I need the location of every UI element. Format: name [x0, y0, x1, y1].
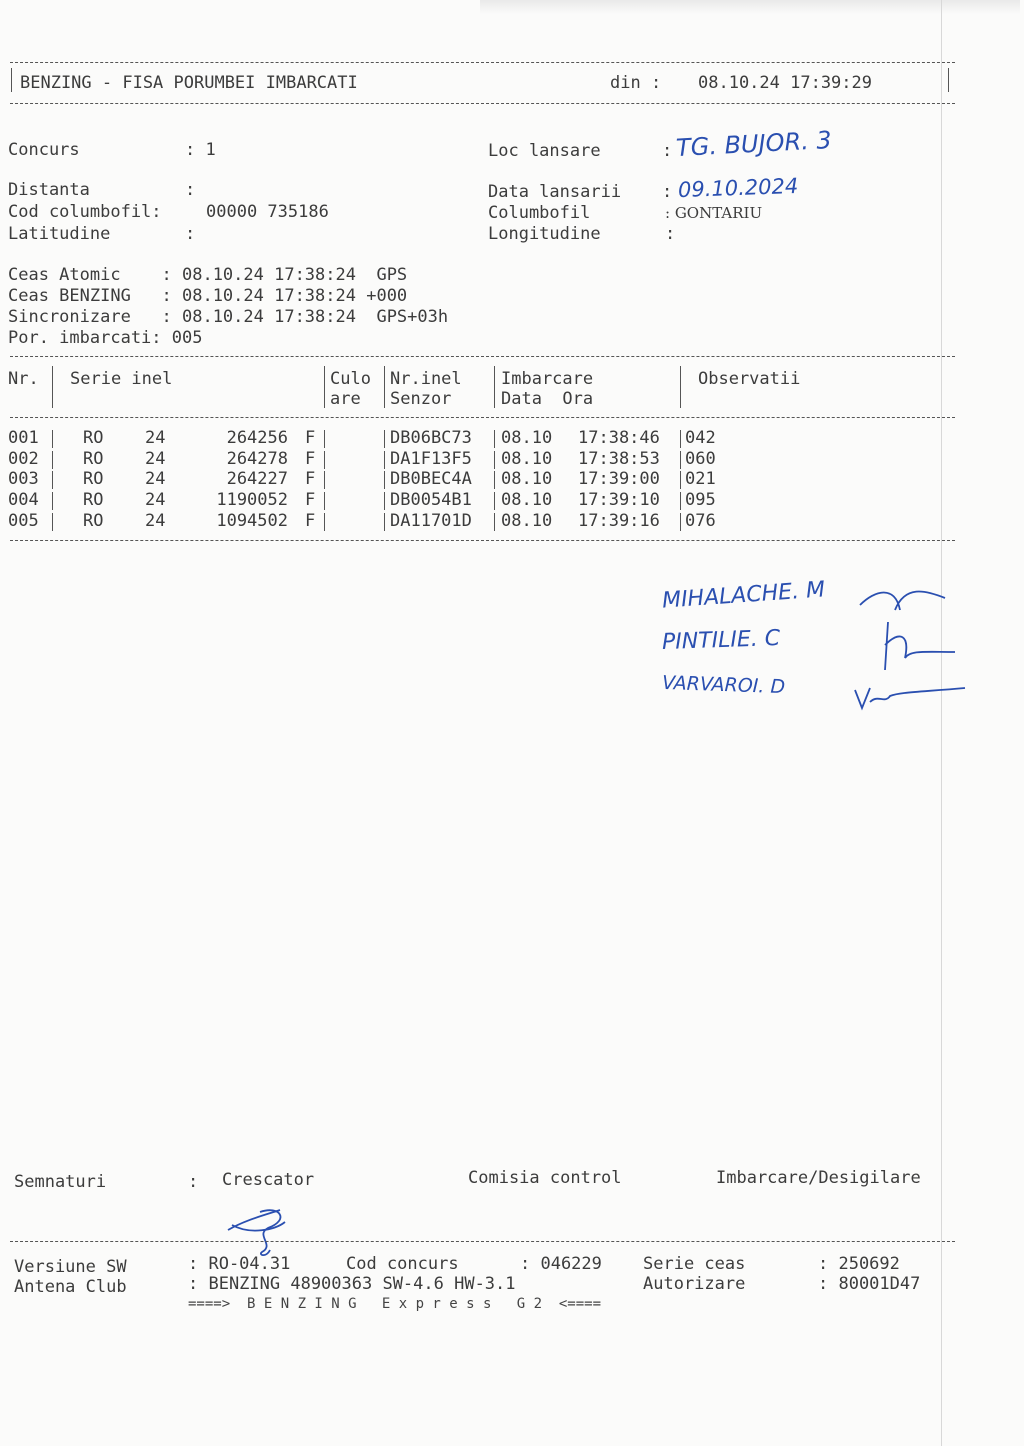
row-nr: 005	[8, 510, 39, 531]
din-label: din :	[610, 73, 662, 93]
data-lansarii-handwritten: 09.10.2024	[677, 173, 799, 203]
col-culo-header: Culo	[330, 369, 371, 389]
row-country: RO	[83, 469, 104, 490]
row-col-divider	[494, 451, 495, 469]
columbofil-label: Columbofil	[488, 203, 591, 223]
handwritten-signatures	[840, 580, 970, 730]
row-col-divider	[384, 513, 385, 531]
row-sex: F	[305, 510, 316, 531]
benzing-express-banner: ====> B E N Z I N G E x p r e s s G 2 <====	[188, 1296, 602, 1312]
row-col-divider	[52, 492, 53, 510]
row-col-divider	[680, 471, 681, 489]
crescator-signature	[220, 1200, 300, 1260]
row-date: 08.10	[501, 469, 553, 490]
row-sex: F	[305, 490, 316, 511]
row-time: 17:39:10	[578, 490, 660, 511]
row-year: 24	[145, 490, 166, 511]
row-col-divider	[324, 430, 325, 448]
versiune-sw-value: : RO-04.31	[188, 1254, 291, 1274]
row-col-divider	[680, 451, 681, 469]
row-observatii: 095	[685, 490, 716, 511]
serie-ceas-label: Serie ceas	[643, 1254, 746, 1274]
row-col-divider	[52, 513, 53, 531]
latitudine-label: Latitudine	[8, 224, 111, 244]
col-divider-4	[494, 366, 495, 408]
cod-columbofil-label: Cod columbofil:	[8, 202, 162, 222]
header-bottom-rule	[10, 103, 955, 104]
row-sex: F	[305, 428, 316, 448]
sincronizare-line: Sincronizare : 08.10.24 17:38:24 GPS+03h	[8, 307, 449, 327]
table-bottom-rule	[10, 540, 955, 541]
row-observatii: 076	[685, 510, 716, 531]
row-col-divider	[680, 492, 681, 510]
ceas-atomic-line: Ceas Atomic : 08.10.24 17:38:24 GPS	[8, 265, 408, 285]
row-col-divider	[324, 471, 325, 489]
row-sensor: DB06BC73	[390, 428, 472, 448]
longitudine-value: :	[665, 224, 676, 244]
loc-lansare-label: Loc lansare	[488, 141, 601, 161]
header-left-bar	[11, 68, 12, 92]
distanta-label: Distanta	[8, 180, 90, 200]
row-col-divider	[324, 451, 325, 469]
handwritten-name-1: MIHALACHE. M	[661, 577, 826, 614]
row-country: RO	[83, 510, 104, 531]
row-sensor: DA11701D	[390, 510, 472, 531]
row-col-divider	[494, 430, 495, 448]
handwritten-name-3: VARVAROI. D	[661, 671, 786, 699]
row-ring-number: 264227	[226, 469, 288, 490]
row-year: 24	[145, 428, 166, 448]
handwritten-name-2: PINTILIE. C	[661, 625, 781, 656]
header-top-rule	[10, 62, 955, 63]
row-ring-number: 264256	[226, 428, 288, 448]
row-date: 08.10	[501, 490, 553, 511]
serie-ceas-value: : 250692	[818, 1254, 900, 1274]
cod-concurs-value: : 046229	[520, 1254, 602, 1274]
document-title: BENZING - FISA PORUMBEI IMBARCATI	[20, 73, 358, 93]
row-year: 24	[145, 510, 166, 531]
ceas-benzing-line: Ceas BENZING : 08.10.24 17:38:24 +000	[8, 286, 408, 306]
scan-top-shadow	[480, 0, 1020, 14]
comisia-control-label: Comisia control	[468, 1168, 622, 1188]
col-divider-5	[680, 366, 681, 408]
cod-concurs-label: Cod concurs	[346, 1254, 459, 1274]
row-country: RO	[83, 490, 104, 511]
din-value: 08.10.24 17:39:29	[698, 73, 872, 93]
row-col-divider	[384, 430, 385, 448]
imbarcare-desigilare-label: Imbarcare/Desigilare	[716, 1168, 921, 1188]
row-col-divider	[384, 471, 385, 489]
col-nrinel-header: Nr.inel	[390, 369, 462, 389]
semnaturi-label: Semnaturi	[14, 1172, 107, 1192]
col-observatii-header: Observatii	[698, 369, 801, 389]
row-col-divider	[52, 451, 53, 469]
loc-lansare-colon: :	[662, 141, 673, 161]
columbofil-value: : GONTARIU	[665, 204, 763, 222]
col-data-ora-header: Data Ora	[501, 389, 594, 409]
row-col-divider	[52, 471, 53, 489]
row-nr: 001	[8, 428, 39, 448]
row-sensor: DB0BEC4A	[390, 469, 472, 490]
row-year: 24	[145, 448, 166, 469]
row-ring-number: 1094502	[216, 510, 288, 531]
row-sensor: DA1F13F5	[390, 448, 472, 469]
crescator-label: Crescator	[222, 1170, 315, 1190]
row-col-divider	[494, 513, 495, 531]
row-observatii: 042	[685, 428, 716, 448]
cod-columbofil-value: 00000 735186	[206, 202, 329, 222]
row-year: 24	[145, 469, 166, 490]
row-sex: F	[305, 469, 316, 490]
antena-club-label: Antena Club	[14, 1277, 127, 1297]
col-imbarcare-header: Imbarcare	[501, 369, 594, 389]
row-col-divider	[494, 471, 495, 489]
row-date: 08.10	[501, 448, 553, 469]
autorizare-value: : 80001D47	[818, 1274, 921, 1294]
row-ring-number: 264278	[226, 448, 288, 469]
row-observatii: 021	[685, 469, 716, 490]
row-col-divider	[680, 513, 681, 531]
row-ring-number: 1190052	[216, 490, 288, 511]
porumbei-imbarcati-line: Por. imbarcati: 005	[8, 328, 203, 348]
concurs-label: Concurs	[8, 140, 80, 160]
row-date: 08.10	[501, 510, 553, 531]
table-header-rule	[10, 417, 955, 418]
header-right-bar	[948, 68, 949, 92]
row-time: 17:39:16	[578, 510, 660, 531]
row-time: 17:38:46	[578, 428, 660, 448]
data-lansarii-label: Data lansarii	[488, 182, 622, 202]
row-observatii: 060	[685, 448, 716, 469]
row-sensor: DB0054B1	[390, 490, 472, 511]
row-col-divider	[384, 451, 385, 469]
distanta-value: :	[185, 180, 196, 200]
col-divider-2	[324, 366, 325, 408]
row-nr: 004	[8, 490, 39, 511]
col-divider-1	[52, 366, 53, 408]
concurs-value: : 1	[185, 140, 216, 160]
row-nr: 003	[8, 469, 39, 490]
row-nr: 002	[8, 448, 39, 469]
versiune-sw-label: Versiune SW	[14, 1257, 127, 1277]
latitudine-value: :	[185, 224, 196, 244]
col-culoare-header-2: are	[330, 389, 361, 409]
semnaturi-colon: :	[188, 1172, 199, 1192]
longitudine-label: Longitudine	[488, 224, 601, 244]
col-nr-header: Nr.	[8, 369, 39, 389]
col-senzor-header: Senzor	[390, 389, 452, 409]
data-lansarii-colon: :	[662, 182, 673, 202]
row-country: RO	[83, 428, 104, 448]
row-sex: F	[305, 448, 316, 469]
row-date: 08.10	[501, 428, 553, 448]
row-time: 17:38:53	[578, 448, 660, 469]
row-col-divider	[324, 492, 325, 510]
row-col-divider	[680, 430, 681, 448]
col-serie-header: Serie inel	[70, 369, 173, 389]
col-divider-3	[384, 366, 385, 408]
row-col-divider	[324, 513, 325, 531]
row-col-divider	[384, 492, 385, 510]
table-top-rule	[10, 356, 955, 357]
row-country: RO	[83, 448, 104, 469]
loc-lansare-handwritten: TG. BUJOR. 3	[675, 125, 833, 163]
antena-club-value: : BENZING 48900363 SW-4.6 HW-3.1	[188, 1274, 516, 1294]
row-time: 17:39:00	[578, 469, 660, 490]
row-col-divider	[494, 492, 495, 510]
footer-top-rule	[10, 1241, 955, 1242]
row-col-divider	[52, 430, 53, 448]
autorizare-label: Autorizare	[643, 1274, 746, 1294]
